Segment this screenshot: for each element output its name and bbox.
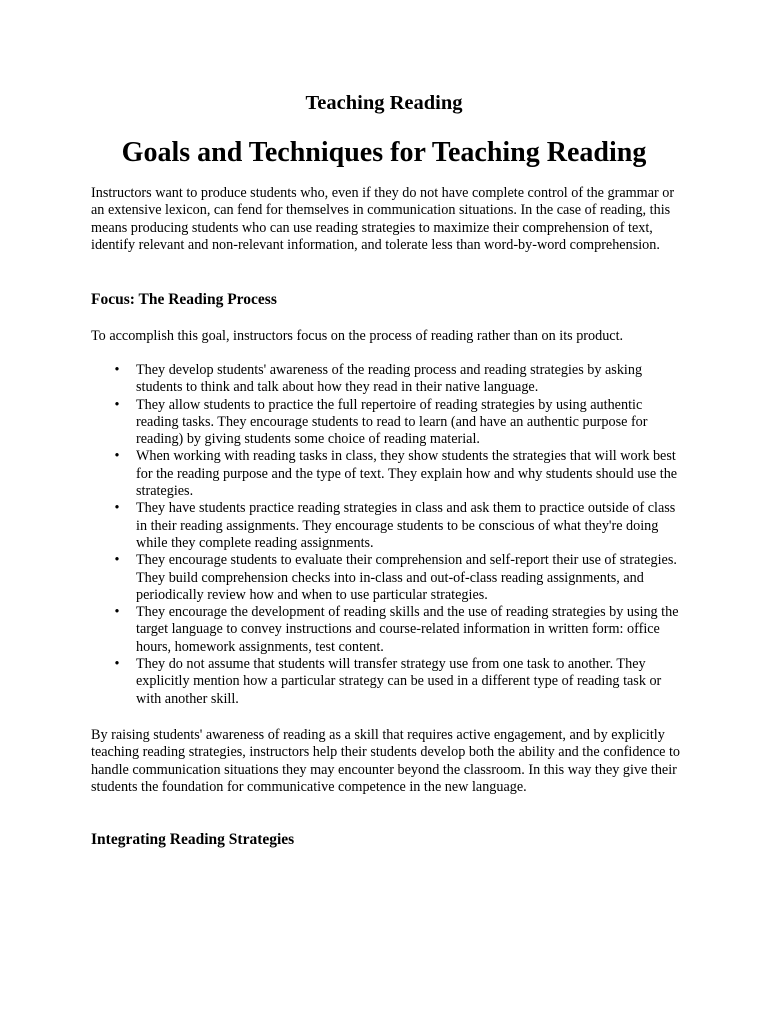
bullet-icon: • <box>114 500 120 517</box>
list-item-text: They encourage the development of reading skills and the use of reading strategies by using the target language to convey instructions and course-related information in written form: office hours, homework assignments, test content. <box>136 604 679 655</box>
list-item-text: When working with reading tasks in class, they show students the strategies that will work best for the reading purpose and the type of text. They explain how and why students should use the strategies. <box>136 448 678 500</box>
list-item-text: They have students practice reading strategies in class and ask them to practice outside of class in their reading assignments. They encourage students to be conscious of what they're doing while they complete reading assignments. <box>136 500 676 551</box>
strategy-bullet-list <box>112 362 682 708</box>
list-item <box>112 552 682 604</box>
list-item <box>112 656 682 708</box>
bullet-icon: • <box>114 448 120 465</box>
section-heading-integrating: Integrating Reading Strategies <box>91 831 295 848</box>
list-item-text: They develop students' awareness of the reading process and reading strategies by asking students to think and talk about how they read in their native language. <box>136 362 643 396</box>
page-heading: Goals and Techniques for Teaching Reading <box>121 137 647 168</box>
list-item <box>112 448 682 500</box>
focus-intro-paragraph: To accomplish this goal, instructors focus on the process of reading rather than on its product. <box>91 328 624 344</box>
bullet-icon: • <box>114 396 120 413</box>
section-heading-focus: Focus: The Reading Process <box>91 291 277 308</box>
list-item <box>112 362 682 397</box>
list-item <box>112 397 682 449</box>
bullet-icon: • <box>114 604 120 621</box>
list-item <box>112 500 682 552</box>
intro-paragraph: Instructors want to produce students who, even if they do not have complete control of the grammar or an extensive lexicon, can fend for themselves in communication situations. In the case of reading, this means producing students who can use reading strategies to maximize their comprehension of text, identify relevant and non-relevant information, and tolerate less than word-by-word comprehension. <box>91 185 675 253</box>
bullet-icon: • <box>114 656 120 673</box>
list-item <box>112 604 682 656</box>
closing-paragraph: By raising students' awareness of reading as a skill that requires active engagement, and by explicitly teaching reading strategies, instructors help their students develop both the ability and the confidence to handle communication situations they may encounter beyond the classroom. In this way they give their students the foundation for communicative competence in the new language. <box>91 727 681 795</box>
list-item-text: They do not assume that students will transfer strategy use from one task to another. They explicitly mention how a particular strategy can be used in a different type of reading task or with another skill. <box>136 656 662 707</box>
bullet-icon: • <box>114 362 120 378</box>
bullet-icon: • <box>114 552 120 569</box>
list-item-text: They encourage students to evaluate their comprehension and self-report their use of strategies. They build comprehension checks into in-class and out-of-class reading assignments, and periodically review how and when to use particular strategies. <box>136 552 677 603</box>
list-item-text: They allow students to practice the full repertoire of reading strategies by using authentic reading tasks. They encourage students to read to learn (and have an authentic purpose for reading) by giving students some choice of reading material. <box>136 396 648 448</box>
document-title: Teaching Reading <box>305 92 463 114</box>
